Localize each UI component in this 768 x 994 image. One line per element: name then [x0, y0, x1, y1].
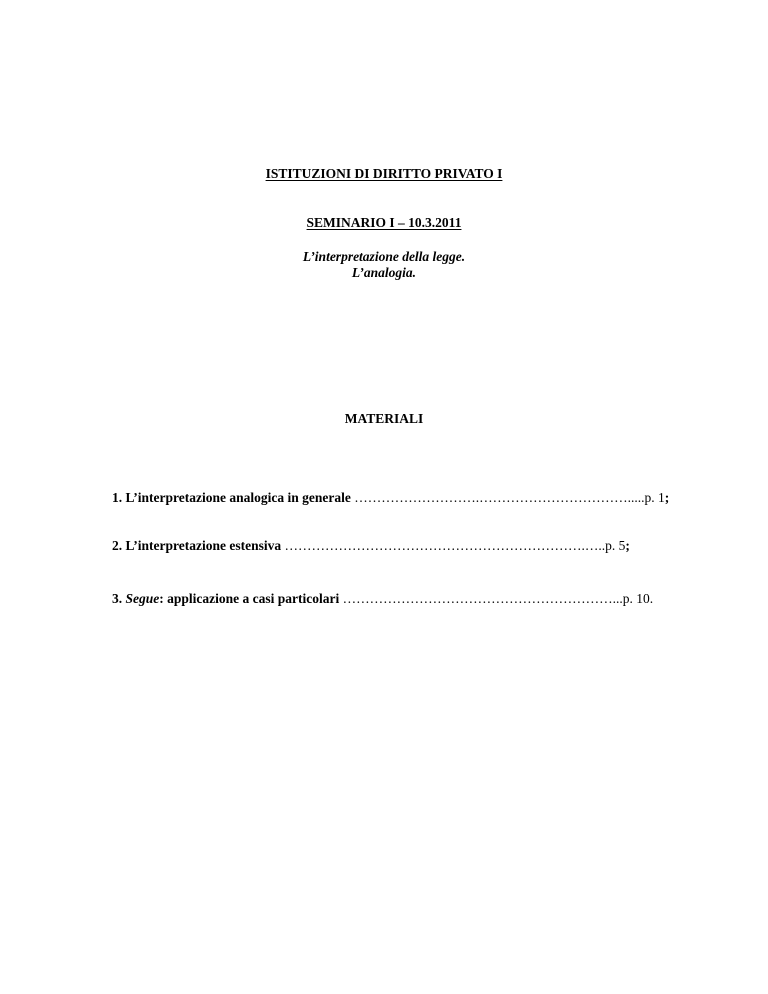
toc-title: : applicazione a casi particolari	[159, 591, 340, 606]
subtitle-line-2: L’analogia.	[351, 265, 417, 280]
toc-page: p. 5	[605, 538, 626, 553]
toc-entry-3	[112, 591, 697, 607]
section-heading: MATERIALI	[344, 411, 424, 426]
toc-leader: ……………………………………………………...	[342, 591, 623, 606]
toc-entry-1	[112, 490, 697, 506]
toc-title: L’interpretazione analogica in generale	[125, 490, 351, 505]
course-title: ISTITUZIONI DI DIRITTO PRIVATO I	[265, 166, 503, 181]
toc-title: L’interpretazione estensiva	[125, 538, 282, 553]
toc-entry-2	[112, 538, 697, 554]
subtitle-line-1: L’interpretazione della legge.	[302, 249, 466, 264]
toc-number: 1.	[112, 490, 123, 505]
toc-title-italic: Segue	[125, 591, 160, 606]
seminar-title: SEMINARIO I – 10.3.2011	[306, 215, 462, 230]
toc-leader: ……………………….…………………………….....	[354, 490, 645, 505]
toc-number: 3.	[112, 591, 123, 606]
toc-page: p. 1	[644, 490, 665, 505]
toc-page: p. 10.	[622, 591, 654, 606]
toc-leader: ………………………………………………………….…..	[284, 538, 606, 553]
toc-punct: ;	[625, 538, 630, 553]
toc-punct: ;	[664, 490, 670, 505]
toc-number: 2.	[112, 538, 123, 553]
